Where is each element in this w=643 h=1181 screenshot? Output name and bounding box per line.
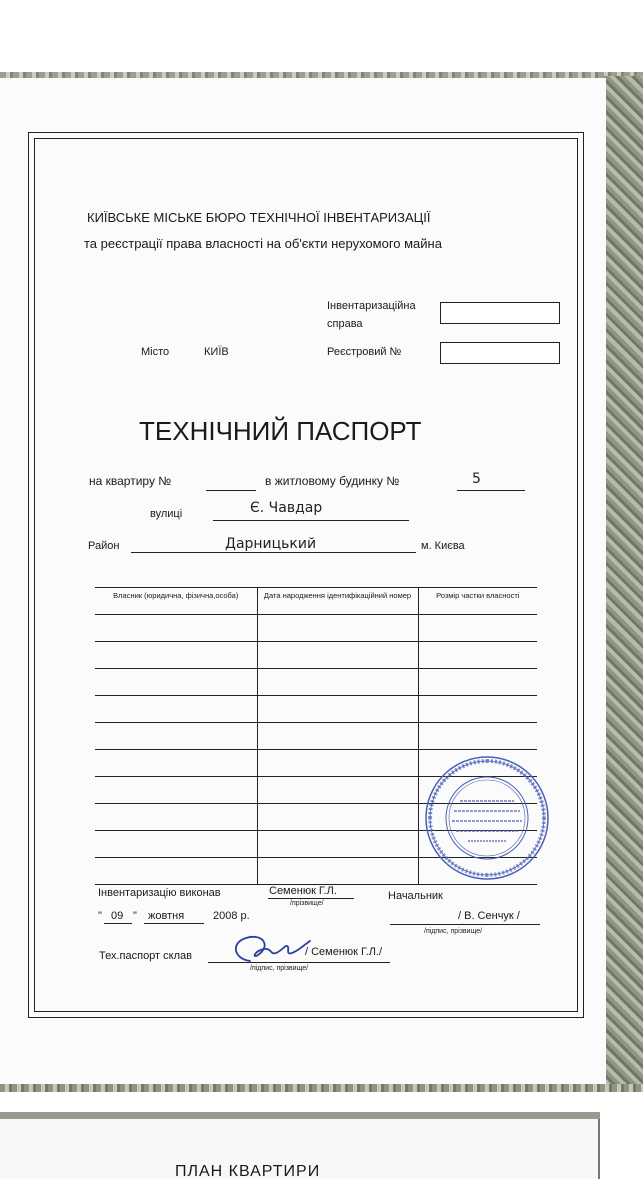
- date-open-quote: ": [98, 910, 102, 922]
- background-texture-bottom: [0, 1084, 643, 1092]
- apartment-label: на квартиру №: [89, 474, 172, 488]
- table-cell[interactable]: [257, 669, 418, 696]
- table-row: [95, 669, 537, 696]
- building-label: в житловому будинку №: [265, 474, 400, 488]
- table-row: [95, 642, 537, 669]
- registry-box[interactable]: [440, 342, 560, 364]
- background-texture-right: [604, 76, 643, 1088]
- page2-edge-texture: [0, 1112, 600, 1119]
- city-value: КИЇВ: [204, 346, 229, 358]
- official-stamp-icon: [424, 755, 550, 881]
- table-cell[interactable]: [257, 804, 418, 831]
- plan-title: ПЛАН КВАРТИРИ: [175, 1163, 321, 1180]
- table-cell[interactable]: [95, 696, 257, 723]
- building-number-line: [457, 490, 525, 491]
- date-year: 2008 р.: [213, 910, 250, 922]
- table-cell[interactable]: [95, 858, 257, 885]
- surname-caption: /прізвище/: [290, 900, 324, 907]
- signature-icon: [228, 931, 312, 967]
- table-cell[interactable]: [257, 642, 418, 669]
- head-label: Начальник: [388, 890, 443, 902]
- table-cell[interactable]: [418, 642, 537, 669]
- table-header-share: Розмір частки власності: [418, 588, 537, 615]
- district-value: Дарницький: [225, 536, 317, 552]
- inventory-done-line: [268, 898, 354, 899]
- inventory-done-name: Семенюк Г.Л.: [269, 885, 337, 897]
- table-row: [95, 723, 537, 750]
- table-cell[interactable]: [257, 858, 418, 885]
- date-month-line: [144, 923, 204, 924]
- plan-page: [0, 1119, 600, 1179]
- bureau-title-line1: КИЇВСЬКЕ МІСЬКЕ БЮРО ТЕХНІЧНОЇ ІНВЕНТАРИЗАЦІЇ: [87, 210, 431, 225]
- table-cell[interactable]: [257, 750, 418, 777]
- compiled-label: Тех.паспорт склав: [99, 950, 192, 962]
- table-cell[interactable]: [257, 723, 418, 750]
- table-cell[interactable]: [418, 615, 537, 642]
- date-day-line: [104, 923, 132, 924]
- city-suffix: м. Києва: [421, 540, 465, 552]
- district-line: [131, 552, 416, 553]
- table-cell[interactable]: [257, 777, 418, 804]
- head-caption: /підпис, прізвище/: [424, 928, 483, 935]
- street-line: [213, 520, 409, 521]
- table-row: [95, 615, 537, 642]
- table-row: [95, 696, 537, 723]
- table-cell[interactable]: [257, 831, 418, 858]
- building-number-value: 5: [472, 471, 481, 487]
- head-name: / В. Сенчук /: [458, 910, 520, 922]
- street-label: вулиці: [150, 508, 183, 520]
- bureau-title-line2: та реєстрації права власності на об'єкти нерухомого майна: [84, 236, 442, 251]
- table-header-owner: Власник (юридична, фізична,особа): [95, 588, 257, 615]
- document-title: ТЕХНІЧНИЙ ПАСПОРТ: [139, 416, 422, 446]
- city-label: Місто: [141, 346, 170, 358]
- compiled-caption: /підпис, прізвище/: [250, 965, 309, 972]
- table-cell[interactable]: [95, 642, 257, 669]
- table-cell[interactable]: [418, 723, 537, 750]
- table-cell[interactable]: [95, 804, 257, 831]
- compiled-name: / Семенюк Г.Л./: [305, 946, 383, 958]
- table-cell[interactable]: [95, 831, 257, 858]
- table-cell[interactable]: [95, 723, 257, 750]
- date-day: 09: [111, 910, 124, 922]
- apartment-number-line: [206, 490, 256, 491]
- date-close-quote: ": [133, 910, 137, 922]
- table-cell[interactable]: [418, 669, 537, 696]
- table-cell[interactable]: [257, 615, 418, 642]
- inventory-done-label: Інвентаризацію виконав: [98, 887, 221, 899]
- inventory-case-label: Інвентаризаційна: [327, 300, 416, 312]
- district-label: Район: [88, 540, 120, 552]
- table-cell[interactable]: [257, 696, 418, 723]
- registry-label: Реєстровий №: [327, 346, 402, 358]
- table-cell[interactable]: [95, 777, 257, 804]
- head-line: [390, 924, 540, 925]
- table-cell[interactable]: [418, 696, 537, 723]
- date-month: жовтня: [148, 910, 185, 922]
- table-cell[interactable]: [95, 750, 257, 777]
- table-cell[interactable]: [95, 669, 257, 696]
- table-cell[interactable]: [95, 615, 257, 642]
- table-header-birth-date: Дата народження ідентифікаційний номер: [257, 588, 418, 615]
- inventory-case-box[interactable]: [440, 302, 560, 324]
- inventory-case-label-2: справа: [327, 318, 363, 330]
- street-value: Є. Чавдар: [250, 500, 323, 516]
